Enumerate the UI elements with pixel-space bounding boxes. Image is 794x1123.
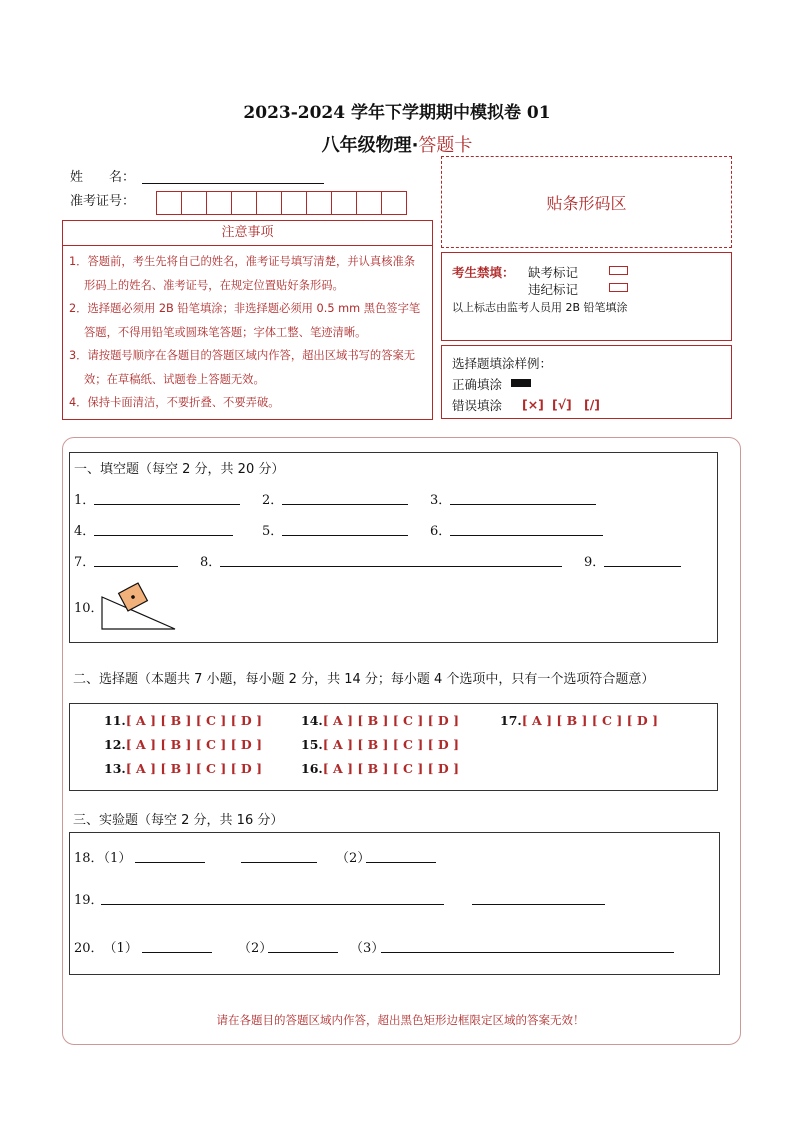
forbidden-box: [441, 252, 732, 341]
subject-label: 八年级物理: [321, 135, 412, 156]
section-multiple-choice: [69, 703, 718, 791]
barcode-area: [441, 156, 732, 248]
notice-item: 3．请按题号顺序在各题目的答题区域内作答，超出区域书写的答案无效；在草稿纸、试题卷上答题无效。: [69, 349, 416, 386]
id-digit-box[interactable]: [232, 192, 257, 214]
choice-row[interactable]: 11.[ A ] [ B ] [ C ] [ D ]: [104, 713, 262, 728]
name-field[interactable]: [142, 182, 324, 184]
section-experiment: [69, 832, 720, 975]
question-number: 3．: [430, 493, 452, 508]
id-label: 准考证号：: [70, 194, 136, 209]
section-fill-blank: [69, 452, 718, 643]
question-number: 19．: [74, 893, 104, 908]
answer-line[interactable]: [135, 861, 205, 863]
choice-row[interactable]: 12.[ A ] [ B ] [ C ] [ D ]: [104, 737, 262, 752]
question-number: 8．: [200, 555, 222, 570]
answer-line[interactable]: [604, 565, 681, 567]
wrong-mark: [×]: [522, 397, 544, 412]
wrong-fill-label: 错误填涂: [452, 398, 503, 413]
id-digit-box[interactable]: [207, 192, 232, 214]
notice-item: 1．答题前，考生先将自己的姓名，准考证号填写清楚，并认真核准条形码上的姓名、准考证号，在规定位置贴好条形码。: [69, 255, 416, 292]
question-number: 2．: [262, 493, 284, 508]
section-heading: 三、实验题（每空 2 分，共 16 分）: [73, 813, 284, 828]
choice-row[interactable]: 15.[ A ] [ B ] [ C ] [ D ]: [301, 737, 459, 752]
id-digit-box[interactable]: [282, 192, 307, 214]
subtitle-separator: ·: [411, 135, 419, 156]
answer-card-label: 答题卡: [418, 135, 473, 156]
id-digit-box[interactable]: [182, 192, 207, 214]
id-digit-box[interactable]: [307, 192, 332, 214]
absent-label: 缺考标记: [528, 265, 579, 280]
barcode-label: 贴条形码区: [546, 193, 627, 213]
absent-mark-box[interactable]: [609, 266, 628, 275]
question-number: 18．（1）: [74, 851, 132, 866]
answer-line[interactable]: [94, 565, 178, 567]
id-digit-box[interactable]: [382, 192, 406, 214]
question-number: 9．: [584, 555, 606, 570]
answer-line[interactable]: [220, 565, 562, 567]
sample-heading: 选择题填涂样例：: [452, 356, 553, 371]
question-number: 20． （1）: [74, 941, 138, 956]
question-number: （2）: [336, 851, 371, 866]
notice-list: [63, 246, 432, 415]
wrong-mark: [√]: [552, 397, 572, 412]
page-title: 2023-2024 学年下学期期中模拟卷 01: [243, 103, 551, 123]
footer-warning: 请在各题目的答题区域内作答，超出黑色矩形边框限定区域的答案无效！: [216, 1013, 585, 1027]
notice-item: 2．选择题必须用 2B 铅笔填涂；非选择题必须用 0.5 mm 黑色签字笔答题，不得用铅笔或圆珠笔答题；字体工整、笔迹清晰。: [69, 302, 421, 339]
incline-block-diagram[interactable]: [98, 579, 178, 631]
question-number: 7．: [74, 555, 96, 570]
notice-box: [62, 220, 433, 420]
choice-row[interactable]: 17.[ A ] [ B ] [ C ] [ D ]: [500, 713, 658, 728]
id-digit-box[interactable]: [332, 192, 357, 214]
id-digit-box[interactable]: [157, 192, 182, 214]
question-number: 4．: [74, 524, 96, 539]
page-subtitle: [0, 131, 794, 157]
question-number: 10．: [74, 601, 104, 616]
choice-row[interactable]: 16.[ A ] [ B ] [ C ] [ D ]: [301, 761, 459, 776]
section-heading: 二、选择题（本题共 7 小题，每小题 2 分，共 14 分；每小题 4 个选项中，只有一个选项符合题意）: [73, 672, 655, 687]
id-digit-box[interactable]: [357, 192, 382, 214]
answer-line[interactable]: [282, 503, 408, 505]
forbidden-label: 考生禁填：: [452, 265, 515, 280]
question-number: 6．: [430, 524, 452, 539]
wrong-mark: [/]: [584, 397, 600, 412]
question-number: 5．: [262, 524, 284, 539]
answer-line[interactable]: [472, 903, 605, 905]
id-number-boxes[interactable]: [156, 191, 407, 215]
notice-item: 4．保持卡面清洁，不要折叠、不要弄破。: [69, 396, 280, 409]
answer-line[interactable]: [366, 861, 436, 863]
notice-heading: 注意事项: [63, 221, 432, 246]
choice-row[interactable]: 14.[ A ] [ B ] [ C ] [ D ]: [301, 713, 459, 728]
answer-line[interactable]: [282, 534, 408, 536]
answer-line[interactable]: [142, 951, 212, 953]
question-number: 1．: [74, 493, 96, 508]
answer-line[interactable]: [241, 861, 317, 863]
answer-line[interactable]: [381, 951, 674, 953]
question-number: （2）: [238, 941, 273, 956]
forbidden-note: 以上标志由监考人员用 2B 铅笔填涂: [452, 301, 628, 314]
answer-line[interactable]: [450, 503, 596, 505]
choice-row[interactable]: 13.[ A ] [ B ] [ C ] [ D ]: [104, 761, 262, 776]
answer-line[interactable]: [94, 534, 233, 536]
id-digit-box[interactable]: [257, 192, 282, 214]
answer-line[interactable]: [94, 503, 240, 505]
correct-fill-sample: [511, 379, 531, 387]
answer-line[interactable]: [101, 903, 444, 905]
answer-line[interactable]: [268, 951, 338, 953]
correct-fill-label: 正确填涂: [452, 377, 503, 392]
answer-line[interactable]: [450, 534, 603, 536]
fill-sample-box: [441, 345, 732, 419]
violation-label: 违纪标记: [528, 282, 579, 297]
section-heading: 一、填空题（每空 2 分，共 20 分）: [74, 462, 285, 477]
violation-mark-box[interactable]: [609, 283, 628, 292]
name-label: 姓 名：: [70, 170, 136, 185]
question-number: （3）: [350, 941, 385, 956]
